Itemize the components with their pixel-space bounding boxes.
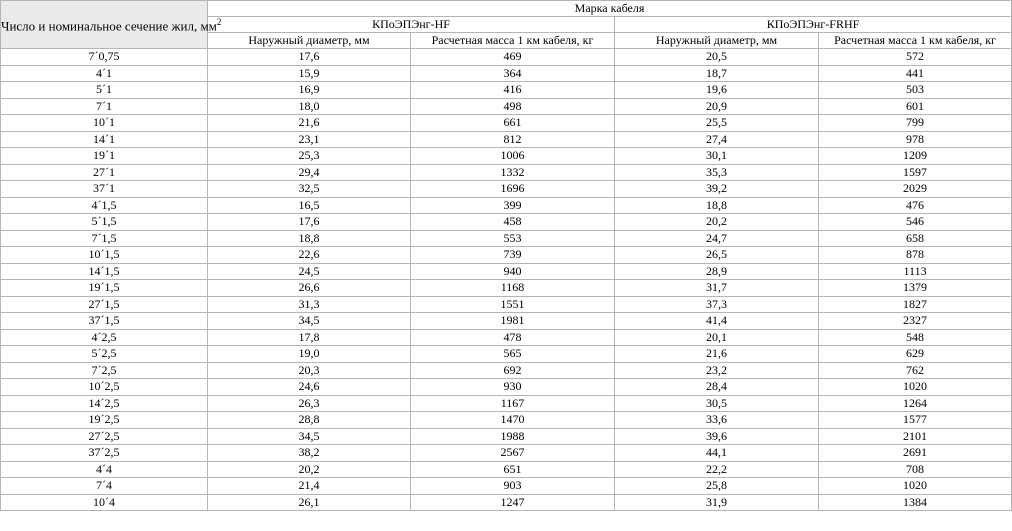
- hf-diameter-cell: 20,3: [208, 362, 411, 379]
- hf-mass-cell: 498: [411, 98, 615, 115]
- hf-mass-cell: 478: [411, 329, 615, 346]
- hf-mass-cell: 469: [411, 49, 615, 66]
- table-row: [1, 115, 1012, 132]
- hf-mass-cell: 416: [411, 82, 615, 99]
- hf-mass-cell: 1167: [411, 395, 615, 412]
- hf-diameter-cell: 17,6: [208, 49, 411, 66]
- hf-diameter-cell: 19,0: [208, 346, 411, 363]
- frhf-mass-cell: 978: [819, 131, 1012, 148]
- frhf-diameter-cell: 31,7: [615, 280, 819, 297]
- hf-mass-cell: 651: [411, 461, 615, 478]
- core-count-cell: 27´2,5: [1, 428, 208, 445]
- core-count-cell: 5´1: [1, 82, 208, 99]
- frhf-diameter-cell: 19,6: [615, 82, 819, 99]
- hf-diameter-cell: 24,6: [208, 379, 411, 396]
- core-count-cell: 27´1,5: [1, 296, 208, 313]
- core-count-cell: 37´2,5: [1, 445, 208, 462]
- table-row: [1, 49, 1012, 66]
- frhf-mass-cell: 2101: [819, 428, 1012, 445]
- frhf-diameter-cell: 30,1: [615, 148, 819, 165]
- frhf-mass-cell: 799: [819, 115, 1012, 132]
- core-count-cell: 4´4: [1, 461, 208, 478]
- table-row: [1, 98, 1012, 115]
- hf-mass-cell: 553: [411, 230, 615, 247]
- frhf-diameter-cell: 37,3: [615, 296, 819, 313]
- core-count-cell: 19´1: [1, 148, 208, 165]
- core-count-cell: 7´4: [1, 478, 208, 495]
- frhf-diameter-cell: 20,1: [615, 329, 819, 346]
- frhf-diameter-cell: 23,2: [615, 362, 819, 379]
- frhf-diameter-cell: 28,4: [615, 379, 819, 396]
- frhf-mass-cell: 878: [819, 247, 1012, 264]
- hf-diameter-cell: 26,3: [208, 395, 411, 412]
- core-count-cell: 14´1: [1, 131, 208, 148]
- hf-mass-cell: 812: [411, 131, 615, 148]
- frhf-mass-cell: 1264: [819, 395, 1012, 412]
- frhf-diameter-cell: 21,6: [615, 346, 819, 363]
- frhf-diameter-cell: 20,5: [615, 49, 819, 66]
- table-row: [1, 313, 1012, 330]
- frhf-diameter-cell: 39,6: [615, 428, 819, 445]
- hf-diameter-cell: 26,6: [208, 280, 411, 297]
- core-count-cell: 7´1,5: [1, 230, 208, 247]
- hf-mass-cell: 903: [411, 478, 615, 495]
- core-count-cell: 10´4: [1, 494, 208, 511]
- hf-diameter-cell: 21,6: [208, 115, 411, 132]
- hf-mass-cell: 364: [411, 65, 615, 82]
- table-row: [1, 280, 1012, 297]
- frhf-mass-cell: 629: [819, 346, 1012, 363]
- brand-frhf-header: КПоЭПЭнг-FRHF: [615, 17, 1012, 33]
- table-row: [1, 197, 1012, 214]
- table-row: [1, 65, 1012, 82]
- hf-mass-header: Расчетная масса 1 км кабеля, кг: [411, 33, 615, 49]
- hf-mass-cell: 1981: [411, 313, 615, 330]
- table-row: [1, 428, 1012, 445]
- hf-mass-cell: 565: [411, 346, 615, 363]
- frhf-diameter-cell: 44,1: [615, 445, 819, 462]
- core-count-cell: 5´2,5: [1, 346, 208, 363]
- core-count-cell: 27´1: [1, 164, 208, 181]
- frhf-mass-cell: 708: [819, 461, 1012, 478]
- brand-hf-header: КПоЭПЭнг-HF: [208, 17, 615, 33]
- frhf-mass-cell: 762: [819, 362, 1012, 379]
- hf-diameter-cell: 17,8: [208, 329, 411, 346]
- hf-mass-cell: 1988: [411, 428, 615, 445]
- frhf-mass-cell: 1020: [819, 379, 1012, 396]
- table-row: [1, 82, 1012, 99]
- hf-mass-cell: 1551: [411, 296, 615, 313]
- frhf-mass-cell: 548: [819, 329, 1012, 346]
- hf-mass-cell: 1470: [411, 412, 615, 429]
- core-count-cell: 10´1: [1, 115, 208, 132]
- frhf-mass-cell: 1209: [819, 148, 1012, 165]
- core-count-cell: 4´2,5: [1, 329, 208, 346]
- frhf-mass-cell: 1020: [819, 478, 1012, 495]
- hf-mass-cell: 1332: [411, 164, 615, 181]
- hf-diameter-cell: 21,4: [208, 478, 411, 495]
- frhf-mass-cell: 2327: [819, 313, 1012, 330]
- frhf-mass-cell: 503: [819, 82, 1012, 99]
- hf-diameter-cell: 18,8: [208, 230, 411, 247]
- table-row: [1, 230, 1012, 247]
- frhf-mass-header: Расчетная масса 1 км кабеля, кг: [819, 33, 1012, 49]
- frhf-mass-cell: 1113: [819, 263, 1012, 280]
- core-count-cell: 14´2,5: [1, 395, 208, 412]
- core-count-cell: 7´1: [1, 98, 208, 115]
- frhf-mass-cell: 1827: [819, 296, 1012, 313]
- table-row: [1, 412, 1012, 429]
- frhf-diameter-cell: 25,5: [615, 115, 819, 132]
- hf-diameter-cell: 38,2: [208, 445, 411, 462]
- cable-brand-group-header: Марка кабеля: [208, 1, 1012, 17]
- core-count-cell: 37´1: [1, 181, 208, 198]
- table-row: [1, 329, 1012, 346]
- table-row: [1, 214, 1012, 231]
- table-body: [1, 49, 1012, 511]
- hf-mass-cell: 458: [411, 214, 615, 231]
- hf-diameter-cell: 20,2: [208, 461, 411, 478]
- hf-mass-cell: 661: [411, 115, 615, 132]
- frhf-diameter-cell: 24,7: [615, 230, 819, 247]
- corner-superscript: 2: [216, 17, 222, 28]
- frhf-diameter-header: Наружный диаметр, мм: [615, 33, 819, 49]
- frhf-diameter-cell: 18,7: [615, 65, 819, 82]
- table-row: [1, 263, 1012, 280]
- frhf-diameter-cell: 31,9: [615, 494, 819, 511]
- frhf-diameter-cell: 18,8: [615, 197, 819, 214]
- core-count-cell: 14´1,5: [1, 263, 208, 280]
- hf-diameter-cell: 15,9: [208, 65, 411, 82]
- table-row: [1, 379, 1012, 396]
- hf-diameter-cell: 23,1: [208, 131, 411, 148]
- hf-diameter-cell: 31,3: [208, 296, 411, 313]
- hf-diameter-cell: 18,0: [208, 98, 411, 115]
- frhf-mass-cell: 546: [819, 214, 1012, 231]
- table-row: [1, 461, 1012, 478]
- table-row: [1, 131, 1012, 148]
- table-row: [1, 164, 1012, 181]
- core-count-cell: 4´1: [1, 65, 208, 82]
- corner-label: Число и номинальное сечение жил, мм: [1, 18, 217, 34]
- frhf-diameter-cell: 35,3: [615, 164, 819, 181]
- hf-diameter-cell: 17,6: [208, 214, 411, 231]
- hf-mass-cell: 1696: [411, 181, 615, 198]
- core-count-cell: 19´1,5: [1, 280, 208, 297]
- table-row: [1, 181, 1012, 198]
- frhf-mass-cell: 1577: [819, 412, 1012, 429]
- core-count-cell: 7´2,5: [1, 362, 208, 379]
- corner-header: [1, 1, 222, 49]
- table-row: [1, 148, 1012, 165]
- core-count-cell: 10´2,5: [1, 379, 208, 396]
- table-row: [1, 247, 1012, 264]
- hf-diameter-cell: 16,9: [208, 82, 411, 99]
- frhf-diameter-cell: 22,2: [615, 461, 819, 478]
- frhf-mass-cell: 2691: [819, 445, 1012, 462]
- hf-diameter-cell: 24,5: [208, 263, 411, 280]
- hf-mass-cell: 692: [411, 362, 615, 379]
- table-row: [1, 395, 1012, 412]
- core-count-cell: 5´1,5: [1, 214, 208, 231]
- hf-diameter-header: Наружный диаметр, мм: [208, 33, 411, 49]
- hf-diameter-cell: 25,3: [208, 148, 411, 165]
- table-row: [1, 296, 1012, 313]
- hf-mass-cell: 930: [411, 379, 615, 396]
- hf-diameter-cell: 32,5: [208, 181, 411, 198]
- frhf-mass-cell: 1597: [819, 164, 1012, 181]
- frhf-mass-cell: 1379: [819, 280, 1012, 297]
- frhf-diameter-cell: 27,4: [615, 131, 819, 148]
- frhf-diameter-cell: 41,4: [615, 313, 819, 330]
- core-count-cell: 19´2,5: [1, 412, 208, 429]
- hf-mass-cell: 940: [411, 263, 615, 280]
- core-count-cell: 7´0,75: [1, 49, 208, 66]
- hf-diameter-cell: 26,1: [208, 494, 411, 511]
- table-row: [1, 346, 1012, 363]
- table-row: [1, 478, 1012, 495]
- hf-diameter-cell: 28,8: [208, 412, 411, 429]
- frhf-mass-cell: 1384: [819, 494, 1012, 511]
- hf-diameter-cell: 22,6: [208, 247, 411, 264]
- hf-diameter-cell: 29,4: [208, 164, 411, 181]
- hf-diameter-cell: 16,5: [208, 197, 411, 214]
- hf-mass-cell: 739: [411, 247, 615, 264]
- frhf-diameter-cell: 20,9: [615, 98, 819, 115]
- core-count-cell: 10´1,5: [1, 247, 208, 264]
- frhf-mass-cell: 601: [819, 98, 1012, 115]
- frhf-diameter-cell: 25,8: [615, 478, 819, 495]
- frhf-diameter-cell: 33,6: [615, 412, 819, 429]
- frhf-mass-cell: 572: [819, 49, 1012, 66]
- frhf-mass-cell: 441: [819, 65, 1012, 82]
- frhf-diameter-cell: 28,9: [615, 263, 819, 280]
- core-count-cell: 4´1,5: [1, 197, 208, 214]
- table-row: [1, 362, 1012, 379]
- frhf-mass-cell: 658: [819, 230, 1012, 247]
- frhf-diameter-cell: 26,5: [615, 247, 819, 264]
- hf-diameter-cell: 34,5: [208, 428, 411, 445]
- hf-mass-cell: 1247: [411, 494, 615, 511]
- table-row: [1, 494, 1012, 511]
- frhf-diameter-cell: 39,2: [615, 181, 819, 198]
- hf-mass-cell: 1168: [411, 280, 615, 297]
- hf-mass-cell: 2567: [411, 445, 615, 462]
- core-count-cell: 37´1,5: [1, 313, 208, 330]
- hf-diameter-cell: 34,5: [208, 313, 411, 330]
- frhf-diameter-cell: 20,2: [615, 214, 819, 231]
- frhf-mass-cell: 2029: [819, 181, 1012, 198]
- frhf-mass-cell: 476: [819, 197, 1012, 214]
- frhf-diameter-cell: 30,5: [615, 395, 819, 412]
- table-row: [1, 445, 1012, 462]
- hf-mass-cell: 1006: [411, 148, 615, 165]
- hf-mass-cell: 399: [411, 197, 615, 214]
